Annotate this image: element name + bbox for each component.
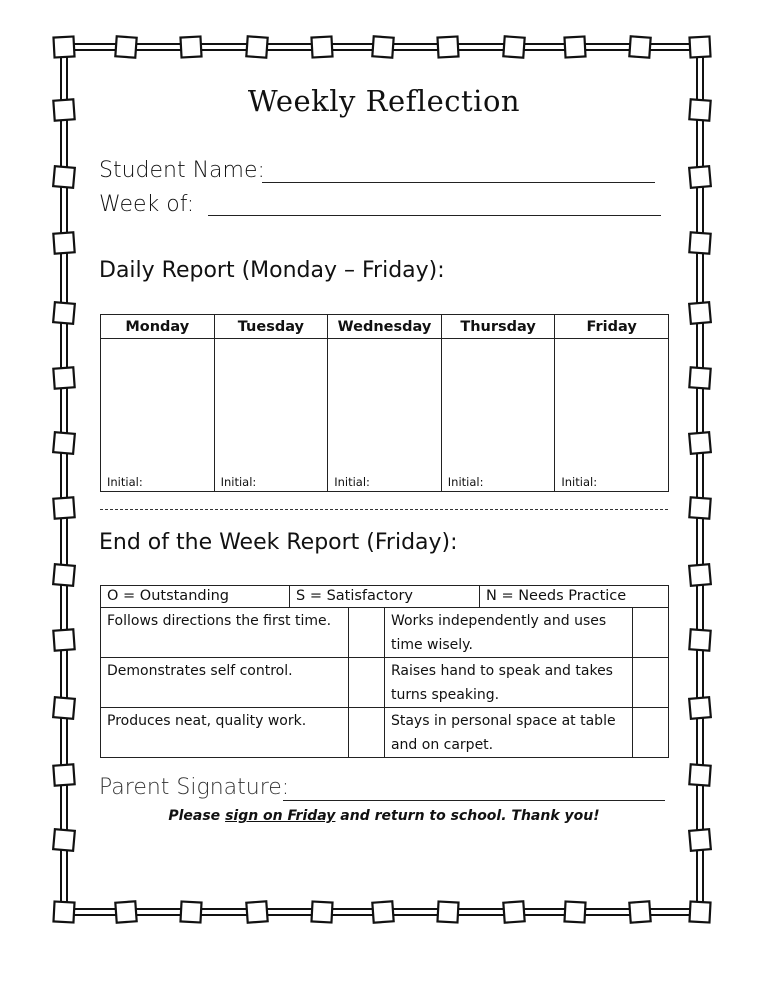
day-entry-box[interactable] <box>441 339 555 473</box>
initial-field[interactable]: Initial: <box>328 472 442 492</box>
border-square <box>689 36 710 57</box>
day-header-thursday: Thursday <box>441 315 555 339</box>
border-square <box>53 232 74 253</box>
initial-field[interactable]: Initial: <box>214 472 328 492</box>
border-square <box>53 901 74 922</box>
border-square <box>246 901 267 922</box>
border-square <box>689 166 711 188</box>
daily-report-table <box>100 314 669 492</box>
week-of-label: Week of: <box>99 192 195 217</box>
day-entry-box[interactable] <box>101 339 215 473</box>
parent-signature-label: Parent Signature: <box>99 775 290 800</box>
border-square <box>311 36 332 57</box>
legend-outstanding: O = Outstanding <box>101 586 290 607</box>
border-square <box>689 432 711 454</box>
rating-legend <box>100 585 669 608</box>
border-square <box>689 564 711 586</box>
border-square <box>53 764 74 785</box>
border-square <box>689 629 710 650</box>
border-square <box>53 367 74 388</box>
border-square <box>503 901 524 922</box>
rating-box[interactable] <box>633 658 669 708</box>
page-title: Weekly Reflection <box>247 84 521 118</box>
border-square <box>689 302 711 324</box>
border-square <box>180 901 201 922</box>
rating-box[interactable] <box>349 608 385 658</box>
footer-underlined: sign on Friday <box>225 808 336 824</box>
day-header-tuesday: Tuesday <box>214 315 328 339</box>
border-square <box>564 36 585 57</box>
border-square <box>372 36 393 57</box>
rating-box[interactable] <box>633 608 669 658</box>
behavior-text: Produces neat, quality work. <box>101 708 349 758</box>
week-of-line[interactable] <box>208 215 661 216</box>
border-square <box>115 36 136 57</box>
initial-field[interactable]: Initial: <box>441 472 555 492</box>
day-header-friday: Friday <box>555 315 669 339</box>
day-header-monday: Monday <box>101 315 215 339</box>
border-square <box>53 497 74 518</box>
parent-signature-line[interactable] <box>283 800 665 801</box>
border-square <box>689 497 710 518</box>
border-square <box>564 901 585 922</box>
border-square <box>437 36 458 57</box>
border-square <box>629 901 650 922</box>
behavior-table <box>100 608 669 758</box>
end-week-heading: End of the Week Report (Friday): <box>99 530 458 555</box>
border-square <box>53 629 74 650</box>
border-square <box>372 901 393 922</box>
rating-box[interactable] <box>633 708 669 758</box>
border-square <box>689 697 711 719</box>
border-square <box>53 302 75 324</box>
day-header-wednesday: Wednesday <box>328 315 442 339</box>
initial-field[interactable]: Initial: <box>555 472 669 492</box>
border-square <box>629 36 650 57</box>
border-square <box>689 232 710 253</box>
border-square <box>689 901 710 922</box>
rating-box[interactable] <box>349 658 385 708</box>
legend-satisfactory: S = Satisfactory <box>290 586 480 607</box>
dashed-divider <box>100 509 668 510</box>
border-square <box>53 432 75 454</box>
behavior-row <box>101 708 669 758</box>
border-square <box>246 36 267 57</box>
border-square <box>53 697 75 719</box>
footer-note <box>0 808 768 824</box>
behavior-row <box>101 658 669 708</box>
behavior-row <box>101 608 669 658</box>
footer-text-1: Please <box>168 808 226 824</box>
student-name-line[interactable] <box>262 182 655 183</box>
behavior-text: Works independently and uses time wisely. <box>384 608 632 658</box>
day-entry-box[interactable] <box>328 339 442 473</box>
border-square <box>689 367 710 388</box>
behavior-text: Raises hand to speak and takes turns speaking. <box>384 658 632 708</box>
border-square <box>53 564 75 586</box>
border-square <box>689 829 711 851</box>
border-square <box>115 901 136 922</box>
border-square <box>437 901 458 922</box>
border-square <box>503 36 524 57</box>
footer-text-2: and return to school. Thank you! <box>335 808 600 824</box>
legend-needs-practice: N = Needs Practice <box>486 588 627 604</box>
border-square <box>311 901 332 922</box>
border-square <box>53 829 75 851</box>
border-square <box>53 36 74 57</box>
day-entry-box[interactable] <box>555 339 669 473</box>
behavior-text: Stays in personal space at table and on carpet. <box>384 708 632 758</box>
border-square <box>53 166 75 188</box>
student-name-label: Student Name: <box>99 158 265 183</box>
initial-field[interactable]: Initial: <box>101 472 215 492</box>
border-square <box>180 36 201 57</box>
daily-report-heading: Daily Report (Monday – Friday): <box>99 258 445 283</box>
day-entry-box[interactable] <box>214 339 328 473</box>
rating-box[interactable] <box>349 708 385 758</box>
behavior-text: Follows directions the first time. <box>101 608 349 658</box>
behavior-text: Demonstrates self control. <box>101 658 349 708</box>
border-square <box>689 764 710 785</box>
